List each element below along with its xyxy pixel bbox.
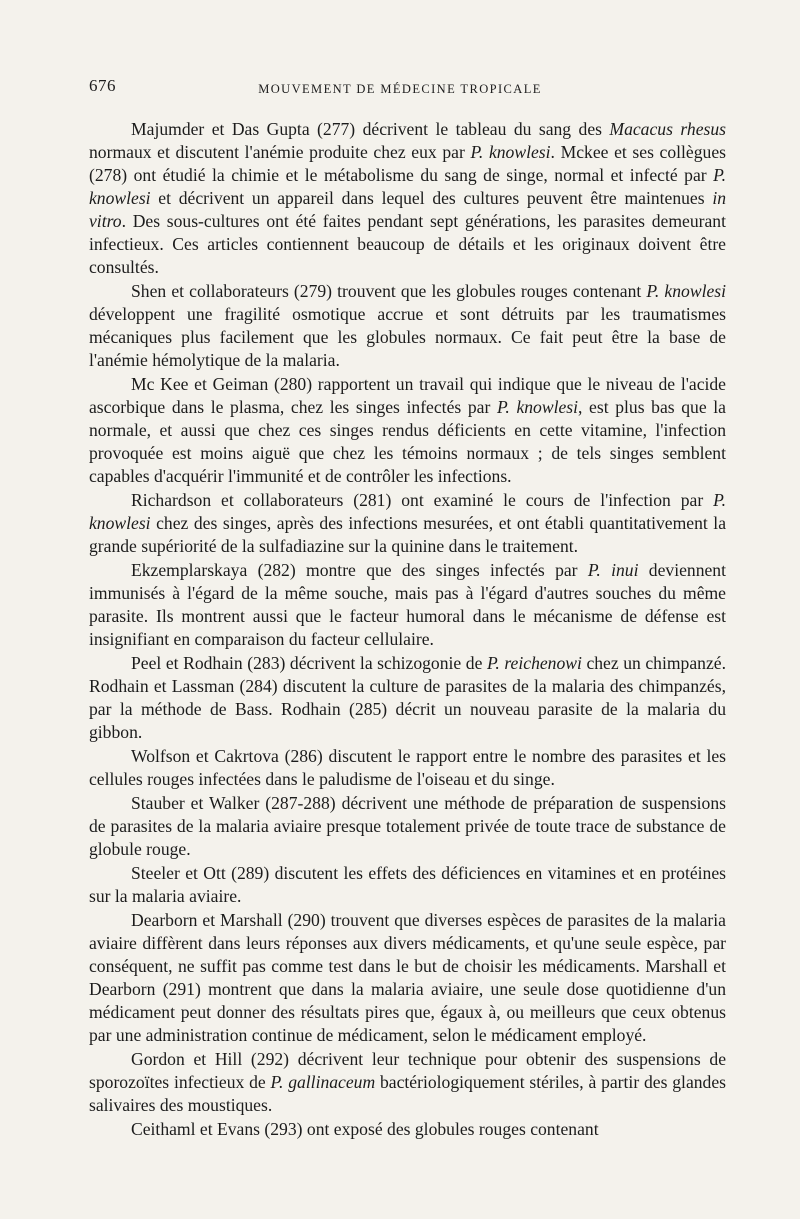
text-run: Stauber et Walker (287-288) décrivent une méthode de préparation de suspensions de parasites de la malaria aviaire presque totalement privée de toute trace de substance de globule rouge. [89, 793, 726, 859]
body-text [89, 118, 726, 1142]
paragraph [89, 745, 726, 791]
text-run: Mc Kee et Geiman (280) rapportent un travail qui indique que le niveau de l'acide ascorbique dans le plasma, chez les singes infectés par [89, 374, 726, 417]
page-number: 676 [89, 76, 116, 95]
text-run: . Des sous-cultures ont été faites pendant sept générations, les parasites demeurant infectieux. Ces articles contiennent beaucoup de détails et les originaux doivent être consultés. [89, 211, 726, 277]
text-run: Steeler et Ott (289) discutent les effets des déficiences en vitamines et en protéines sur la malaria aviaire. [89, 863, 726, 906]
paragraph [89, 489, 726, 558]
paragraph [89, 862, 726, 908]
text-run: Majumder et Das Gupta (277) décrivent le tableau du sang des [131, 119, 610, 139]
italic-term: P. knowlesi [496, 397, 579, 417]
text-run: . Mckee et ses collègues (278) ont étudié la chimie et le métabolisme du sang de singe, normal et infecté par [89, 142, 726, 185]
paragraph [89, 280, 726, 372]
text-run: deviennent immunisés à l'égard de la même souche, mais pas à l'égard d'autres souches du même parasite. Ils montrent aussi que le facteur humoral dans le mécanisme de défense est insignifiant en comparaison du facteur cellulaire. [89, 560, 726, 649]
paragraph [89, 1048, 726, 1117]
text-run: et décrivent un appareil dans lequel des cultures peuvent être maintenues [150, 188, 713, 208]
text-run: , est plus bas que la normale, et aussi que chez ces singes rendus déficients en cette vitamine, l'infection provoquée est moins aiguë que chez les témoins normaux ; de tels singes semblent capables d'acquérir l'immunité et de contrôler les infections. [89, 397, 726, 486]
italic-term: in vitro [89, 188, 726, 231]
italic-term: P. knowlesi [646, 281, 726, 301]
text-run: développent une fragilité osmotique accrue et sont détruits par les traumatismes mécaniques plus facilement que les globules normaux. Ce fait peut être la base de l'anémie hémolytique de la malaria. [89, 304, 726, 370]
text-run: chez un chimpanzé. Rodhain et Lassman (284) discutent la culture de parasites de la malaria des chimpanzés, par la méthode de Bass. Rodhain (285) décrit un nouveau parasite de la malaria du gibbon. [89, 653, 726, 742]
italic-term: P. knowlesi [470, 142, 551, 162]
text-run: Wolfson et Cakrtova (286) discutent le rapport entre le nombre des parasites et les cellules rouges infectées dans le paludisme de l'oiseau et du singe. [89, 746, 726, 789]
paragraph [89, 373, 726, 488]
text-run: normaux et discutent l'anémie produite chez eux par [89, 142, 471, 162]
italic-term: P. reichenowi [486, 653, 582, 673]
paragraph [89, 559, 726, 651]
italic-term: P. knowlesi [89, 165, 726, 208]
text-run: Dearborn et Marshall (290) trouvent que diverses espèces de parasites de la malaria aviaire diffèrent dans leurs réponses aux divers médicaments, et qu'une seule espèce, par conséquent, ne suffit pas comme test dans le but de choisir les médicaments. Marshall et Dearborn (291) montrent que dans la malaria aviaire, une seule dose quotidienne d'un médicament peut donner des résultats pires que, égaux à, ou meilleurs que ceux obtenus par une administration continue de médicament, selon le médicament employé. [89, 910, 726, 1045]
paragraph [89, 118, 726, 279]
paragraph [89, 1118, 726, 1141]
text-run: bactériologiquement stériles, à partir des glandes salivaires des moustiques. [89, 1072, 726, 1115]
paragraph [89, 652, 726, 744]
text-run: Shen et collaborateurs (279) trouvent que les globules rouges contenant [131, 281, 647, 301]
text-run: chez des singes, après des infections mesurées, et ont établi quantitativement la grande supériorité de la sulfadiazine sur la quinine dans le traitement. [89, 513, 726, 556]
italic-term: P. gallinaceum [270, 1072, 376, 1092]
text-run: Ekzemplarskaya (282) montre que des singes infectés par [131, 560, 588, 580]
text-run: Peel et Rodhain (283) décrivent la schizogonie de [131, 653, 487, 673]
paragraph [89, 909, 726, 1047]
text-run: Ceithaml et Evans (293) ont exposé des globules rouges contenant [131, 1119, 599, 1139]
paragraph [89, 792, 726, 861]
italic-term: P. inui [587, 560, 639, 580]
text-run: Richardson et collaborateurs (281) ont examiné le cours de l'infection par [131, 490, 714, 510]
italic-term: P. knowlesi [89, 490, 726, 533]
text-run: Gordon et Hill (292) décrivent leur technique pour obtenir des suspensions de sporozoïtes infectieux de [89, 1049, 726, 1092]
italic-term: Macacus rhesus [609, 119, 726, 139]
running-head: MOUVEMENT DE MÉDECINE TROPICALE [258, 82, 542, 96]
